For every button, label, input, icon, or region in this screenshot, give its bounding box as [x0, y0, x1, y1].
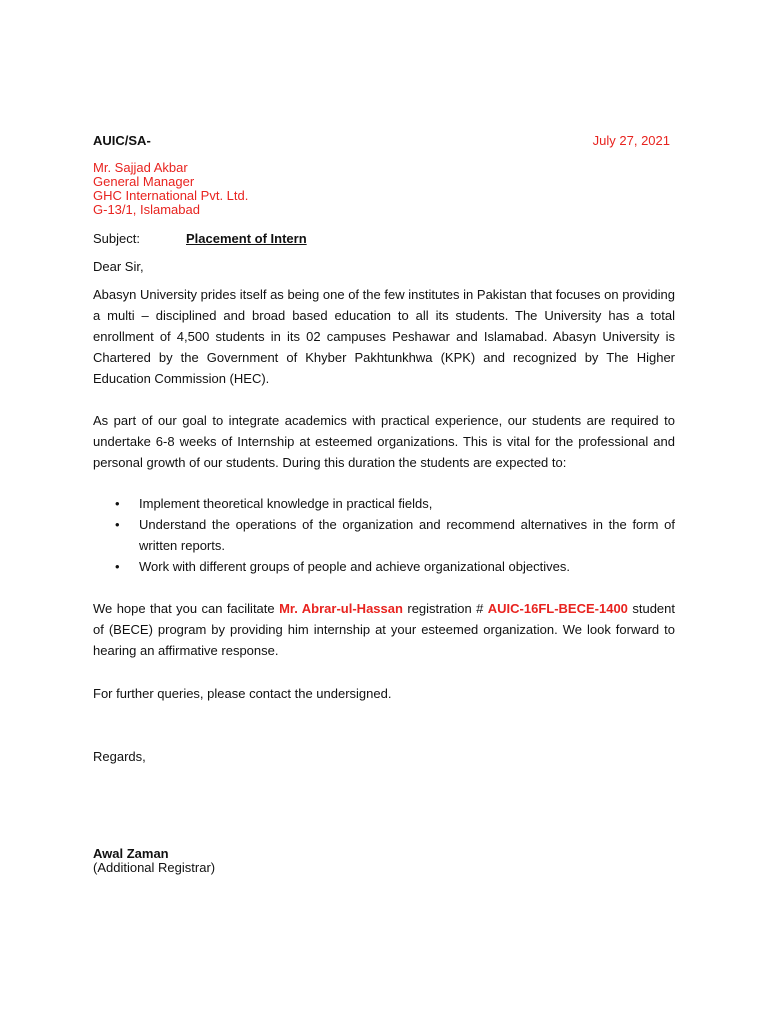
bullet-icon: • [115, 517, 120, 532]
request-text-part2: registration # [402, 601, 488, 616]
registration-number: AUIC-16FL-BECE-1400 [487, 601, 628, 616]
list-item-text: Understand the operations of the organization and recommend alternatives in the form of written reports. [139, 517, 675, 553]
signatory-title: (Additional Registrar) [93, 860, 216, 875]
paragraph-contact: For further queries, please contact the undersigned. [93, 686, 392, 701]
list-item-text: Work with different groups of people and achieve organizational objectives. [139, 559, 570, 574]
closing: Regards, [93, 749, 146, 764]
list-item [93, 514, 675, 556]
letter-date: July 27, 2021 [592, 133, 670, 148]
request-text-part1: We hope that you can facilitate [93, 601, 280, 616]
signatory-name: Awal Zaman [93, 846, 169, 861]
request-text-part3: student of (BECE) program by providing him internship at your esteemed organization. We look forward to hearing an affirmative response. [93, 601, 675, 658]
student-name: Mr. Abrar-ul-Hassan [279, 601, 403, 616]
paragraph-goal: As part of our goal to integrate academics with practical experience, our students are required to undertake 6-8 weeks of Internship at esteemed organizations. This is vital for the professional and personal growth of our students. During this duration the students are expected to: [93, 413, 675, 470]
subject-text: Placement of Intern [186, 231, 307, 246]
reference-number: AUIC/SA- [93, 133, 151, 148]
bullet-icon: • [115, 559, 120, 574]
paragraph-intro: Abasyn University prides itself as being one of the few institutes in Pakistan that focuses on providing a multi – disciplined and broad based education to all its students. The University has a total enrollment of 4,500 students in its 02 campuses Peshawar and Islamabad. Abasyn University is Chartered by the Government of Khyber Pakhtunkhwa (KPK) and recognized by The Higher Education Commission (HEC). [93, 287, 675, 386]
recipient-address: G-13/1, Islamabad [93, 202, 200, 217]
recipient-company: GHC International Pvt. Ltd. [93, 188, 249, 203]
recipient-name: Mr. Sajjad Akbar [93, 160, 188, 175]
list-item [93, 493, 675, 514]
list-item-text: Implement theoretical knowledge in practical fields, [139, 496, 433, 511]
paragraph-request [93, 598, 675, 661]
list-item [93, 556, 675, 577]
recipient-title: General Manager [93, 174, 195, 189]
bullet-icon: • [115, 496, 120, 511]
subject-label: Subject: [93, 231, 140, 246]
salutation: Dear Sir, [93, 259, 144, 274]
recipient-block [93, 161, 248, 217]
expectations-list [93, 493, 675, 577]
